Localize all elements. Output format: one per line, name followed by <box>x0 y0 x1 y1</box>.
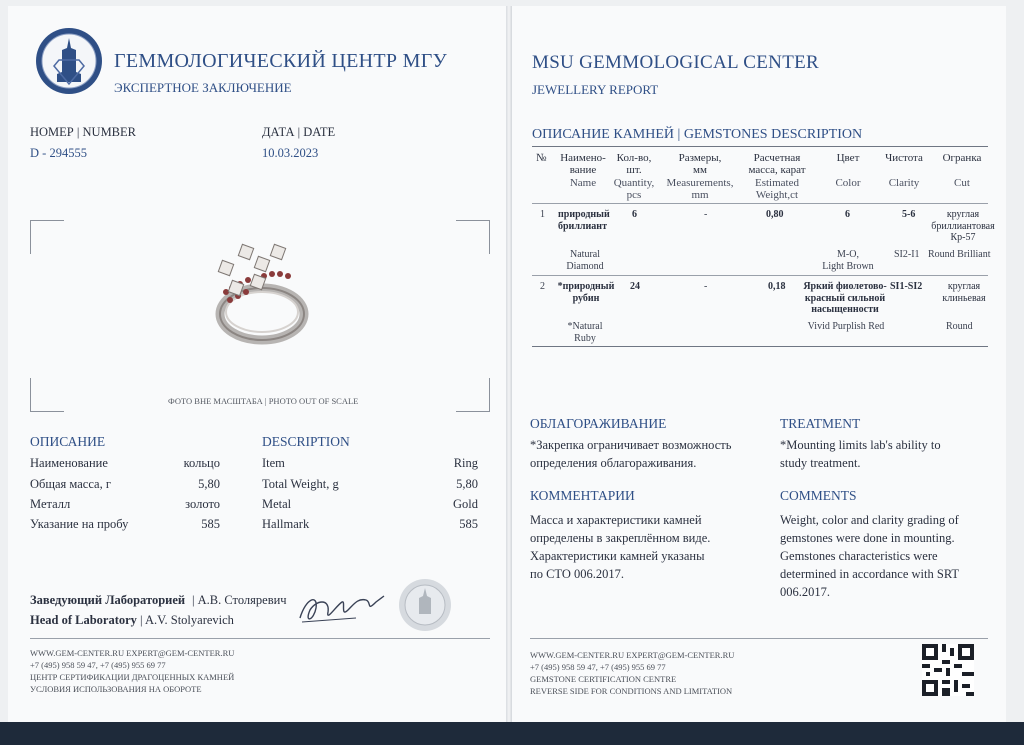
col-qty-header-ru: Кол-во, шт. <box>616 152 652 176</box>
desc-value-ru: кольцо <box>183 456 220 470</box>
head-of-lab-name-en: | A.V. Stolyarevich <box>140 613 234 627</box>
stone-name-en: Natural Diamond <box>566 249 604 272</box>
footer-line: GEMSTONE CERTIFICATION CENTRE <box>530 674 677 684</box>
org-title-en: MSU GEMMOLOGICAL CENTER <box>532 52 819 73</box>
comments-text-ru: Масса и характеристики камней определены в закреплённом виде. Характеристики камней указаны по СТО 006.2017. <box>530 513 711 581</box>
footer-line: УСЛОВИЯ ИСПОЛЬЗОВАНИЯ НА ОБОРОТЕ <box>30 684 202 694</box>
footer-line: +7 (495) 958 59 47, +7 (495) 955 69 77 <box>530 662 666 672</box>
stone-color-en: M-O, Light Brown <box>822 249 874 272</box>
col-cut-header-ru: Огранка <box>942 152 982 164</box>
description-title-en: DESCRIPTION <box>262 434 350 449</box>
col-name-header-en: Name <box>569 177 597 189</box>
photo-caption: ФОТО ВНЕ МАСШТАБА | PHOTO OUT OF SCALE <box>168 396 359 406</box>
desc-value-en: 5,80 <box>456 477 478 491</box>
desc-label-en: Metal <box>262 497 292 511</box>
col-weight-header-en: Estimated Weight,ct <box>755 177 799 201</box>
footer-line: ЦЕНТР СЕРТИФИКАЦИИ ДРАГОЦЕННЫХ КАМНЕЙ <box>30 672 235 682</box>
stone-cut-ru: круглая бриллиантовая Кр-57 <box>931 209 995 243</box>
stone-clarity-ru: 5-6 <box>902 209 916 220</box>
head-of-lab-ru: Заведующий Лабораторией <box>30 593 186 607</box>
desc-value-ru: 5,80 <box>198 477 220 491</box>
description-title-ru: ОПИСАНИЕ <box>30 434 106 449</box>
photo-frame-corner <box>30 220 64 254</box>
comments-title-en: COMMENTS <box>780 488 857 503</box>
head-of-lab-en: Head of Laboratory <box>30 613 137 627</box>
date-label: ДАТА | DATE <box>262 125 336 139</box>
col-color-header-en: Color <box>835 177 861 189</box>
stone-num: 1 <box>540 209 545 220</box>
ring-photo <box>200 236 320 356</box>
desc-label-en: Item <box>262 456 285 470</box>
stone-qty: 6 <box>632 209 637 220</box>
desc-label-ru: Общая масса, г <box>30 477 111 491</box>
desc-label-ru: Указание на пробу <box>30 517 129 531</box>
stone-weight: 0,18 <box>768 281 786 292</box>
col-size-header-en: Measurements, mm <box>666 177 734 201</box>
desc-value-en: Ring <box>453 456 478 470</box>
stone-name-ru: *природный рубин <box>557 281 615 304</box>
footer-line: WWW.GEM-CENTER.RU EXPERT@GEM-CENTER.RU <box>530 650 735 660</box>
footer-line: WWW.GEM-CENTER.RU EXPERT@GEM-CENTER.RU <box>30 648 235 658</box>
stone-weight: 0,80 <box>766 209 784 220</box>
stone-size: - <box>704 281 708 292</box>
hologram-seal-icon <box>398 578 452 632</box>
col-name-header-ru: Наимено- вание <box>560 152 606 176</box>
treatment-text-ru: *Закрепка ограничивает возможность определения облагораживания. <box>530 438 732 470</box>
head-of-lab-name-ru: | А.В. Столяревич <box>192 593 287 607</box>
col-weight-header-ru: Расчетная масса, карат <box>748 152 806 176</box>
gemstones-title: ОПИСАНИЕ КАМНЕЙ | GEMSTONES DESCRIPTION <box>532 127 863 142</box>
col-qty-header-en: Quantity, pcs <box>613 177 655 201</box>
col-num-header: № <box>536 152 547 164</box>
stone-color-ru: 6 <box>845 209 850 220</box>
footer-divider <box>30 638 490 639</box>
footer-line: +7 (495) 958 59 47, +7 (495) 955 69 77 <box>30 660 166 670</box>
desc-value-en: 585 <box>459 517 478 531</box>
stone-cut-en: Round <box>946 321 973 332</box>
photo-frame-corner <box>456 220 490 254</box>
col-clarity-header-ru: Чистота <box>885 152 923 164</box>
msu-logo-icon <box>34 26 104 96</box>
desc-label-en: Hallmark <box>262 517 310 531</box>
col-cut-header-en: Cut <box>954 177 970 189</box>
desc-value-ru: золото <box>185 497 220 511</box>
comments-text-en: Weight, color and clarity grading of gemstones were done in mounting. Gemstones characteristics were determined in accordance with SRT 006.2017. <box>780 513 960 599</box>
photo-frame-corner <box>30 378 64 412</box>
desc-value-en: Gold <box>453 497 478 511</box>
number-value: D - 294555 <box>30 146 87 160</box>
desc-label-en: Total Weight, g <box>262 477 339 491</box>
footer-divider <box>530 638 988 639</box>
stone-cut-ru: круглая клиньевая <box>942 281 986 304</box>
stone-cut-en: Round Brilliant <box>928 249 991 260</box>
stone-clarity-en: SI2-I1 <box>894 249 920 260</box>
stone-color-en: Vivid Purplish Red <box>807 321 885 332</box>
desc-label-ru: Наименование <box>30 456 108 470</box>
comments-title-ru: КОММЕНТАРИИ <box>530 488 635 503</box>
report-subtitle-en: JEWELLERY REPORT <box>532 82 659 97</box>
table-bottom-rule <box>532 346 988 347</box>
footer-line: REVERSE SIDE FOR CONDITIONS AND LIMITATION <box>530 686 733 696</box>
row-rule <box>532 275 988 276</box>
qr-code-icon[interactable] <box>922 644 974 696</box>
stone-color-ru: Яркий фиолетово- красный сильной насыщенности <box>803 281 887 315</box>
photo-frame-corner <box>456 378 490 412</box>
stone-num: 2 <box>540 281 545 292</box>
col-color-header-ru: Цвет <box>836 152 860 164</box>
header-rule <box>532 203 988 204</box>
table-top-rule <box>532 146 988 147</box>
signature-image <box>296 588 388 628</box>
stone-qty: 24 <box>630 281 640 292</box>
scan-edge-strip <box>0 722 1024 745</box>
date-value: 10.03.2023 <box>262 146 319 160</box>
stone-name-en: *Natural Ruby <box>567 321 603 344</box>
stone-name-ru: природный бриллиант <box>558 209 610 232</box>
col-size-header-ru: Размеры, мм <box>678 152 722 176</box>
org-title-ru: ГЕММОЛОГИЧЕСКИЙ ЦЕНТР МГУ <box>114 50 448 72</box>
col-clarity-header-en: Clarity <box>888 177 920 189</box>
report-subtitle-ru: ЭКСПЕРТНОЕ ЗАКЛЮЧЕНИЕ <box>114 80 292 95</box>
treatment-title-ru: ОБЛАГОРАЖИВАНИЕ <box>530 416 667 431</box>
desc-label-ru: Металл <box>30 497 71 511</box>
treatment-text-en: *Mounting limits lab's ability to study treatment. <box>780 438 941 470</box>
stone-clarity-ru: SI1-SI2 <box>890 281 923 292</box>
number-label: НОМЕР | NUMBER <box>30 125 136 139</box>
desc-value-ru: 585 <box>201 517 220 531</box>
treatment-title-en: TREATMENT <box>780 416 861 431</box>
stone-size: - <box>704 209 708 220</box>
right-page <box>512 6 1006 724</box>
